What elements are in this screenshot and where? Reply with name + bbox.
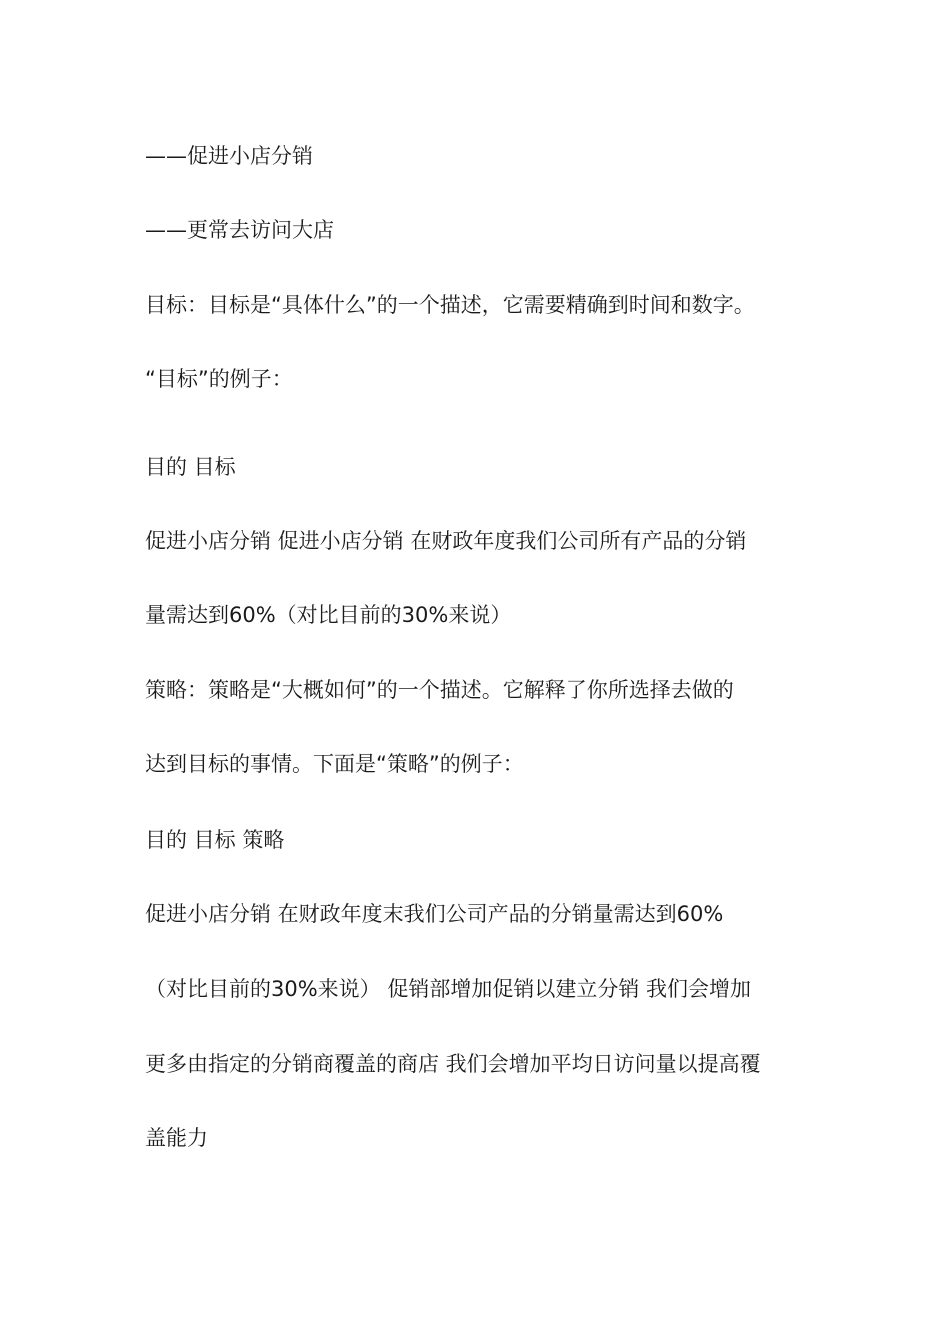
text-line: 量需达到60%（对比目前的30%来说）	[145, 603, 512, 627]
text-line: 促进小店分销 促进小店分销 在财政年度我们公司所有产品的分销	[145, 529, 747, 553]
text-line: ——更常去访问大店	[145, 218, 334, 242]
table-header-line: 目的 目标	[145, 455, 236, 479]
text-line: 盖能力	[145, 1126, 208, 1150]
text-line: 策略：策略是“大概如何”的一个描述。它解释了你所选择去做的	[145, 678, 734, 702]
text-line: “目标”的例子：	[145, 367, 293, 391]
text-line: ——促进小店分销	[145, 144, 313, 168]
text-line: 目标：目标是“具体什么”的一个描述，它需要精确到时间和数字。	[145, 293, 755, 317]
table-header-line: 目的 目标 策略	[145, 828, 285, 852]
text-line: 促进小店分销 在财政年度末我们公司产品的分销量需达到60%	[145, 902, 724, 926]
text-line: （对比目前的30%来说） 促销部增加促销以建立分销 我们会增加	[145, 977, 752, 1001]
text-line: 达到目标的事情。下面是“策略”的例子：	[145, 752, 524, 776]
text-line: 更多由指定的分销商覆盖的商店 我们会增加平均日访问量以提高覆	[145, 1052, 761, 1076]
